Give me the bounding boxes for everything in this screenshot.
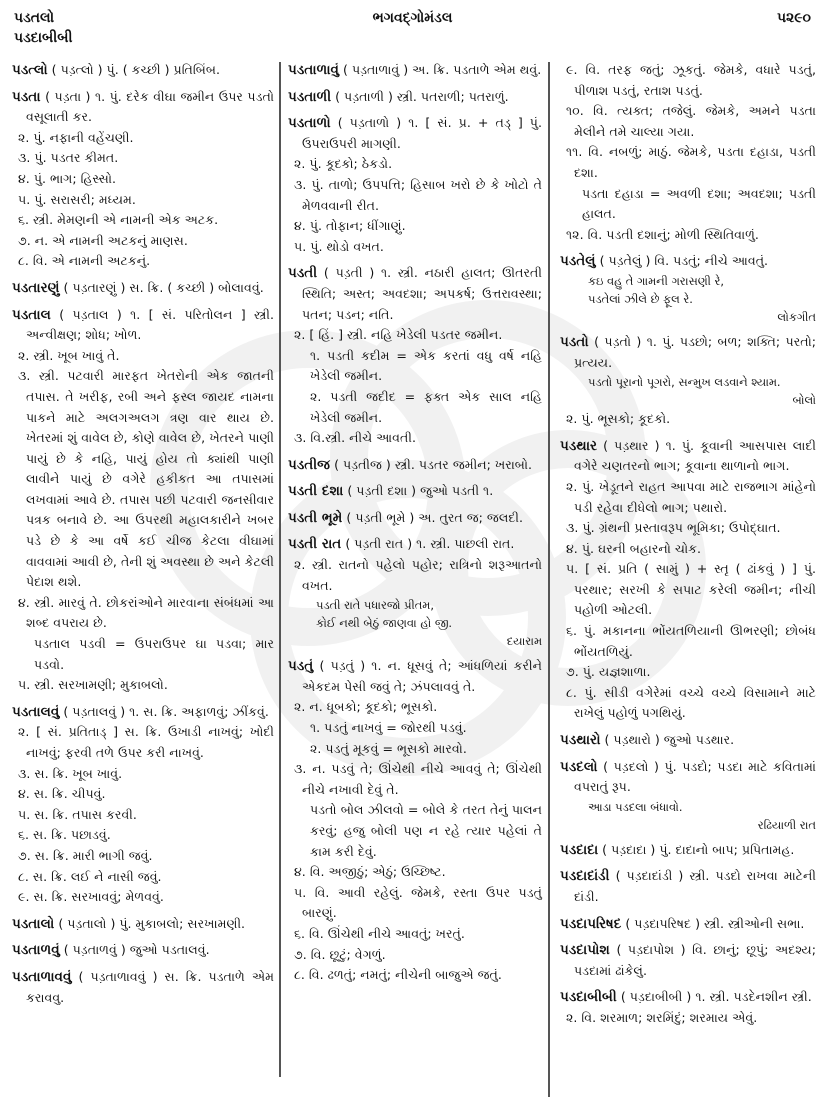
dictionary-entry	[560, 730, 816, 751]
quotation	[560, 373, 816, 409]
entry-definition: ( પડ઼તાલવું ) ૧. સ. ક્રિ. અફાળવું; ઝીંકવું.	[63, 703, 269, 719]
sense-definition: ૮. પું. સીડી વગેરેમાં વચ્ચે વચ્ચે વિસામાને માટે રાખેલું પહોળું પગથિયું.	[566, 684, 816, 721]
sense-definition: ૨. પું. નફાની વહેંચણી.	[18, 129, 134, 145]
sense-definition: ૨. પું. ખેડૂતને રાહત આપવા માટે રાજભાગ માંહેનો પડી રહેવા દીધેલો ભાગ; પથારો.	[566, 478, 816, 515]
quote-source: બોલો	[792, 393, 816, 408]
quote-line: કઇ વહુ તે ગામની ગરાસણી રે,	[588, 273, 725, 288]
dictionary-entry	[12, 60, 274, 81]
dictionary-entry	[12, 967, 274, 1008]
sense-definition: ૪. પું. ઘરની બહારનો ચોક.	[566, 540, 702, 556]
dictionary-entry	[560, 757, 816, 798]
headword: પડતાળાવું	[288, 62, 340, 78]
sense-definition: ૪. પું. તોફાન; ધીંગાણું.	[294, 218, 406, 234]
sense-definition: ૩. પું. તાળો; ઉપપત્તિ; હિસાબ ખરો છે કે ખોટો તે મેળવવાની રીત.	[294, 176, 542, 213]
sense-definition: ૩. પું. ગ્રંથની પ્રસ્તાવરૂપ ભૂમિકા; ઉપોદ્ઘાત.	[566, 520, 781, 536]
headword: પડદાદાંડી	[560, 868, 610, 885]
dictionary-entry	[12, 305, 274, 346]
sense-definition: ૭. પું. યજ્ઞશાળા.	[566, 664, 651, 680]
sense-definition: ૫. સ્ત્રી. સરખામણી; મુકાબલો.	[18, 677, 168, 693]
headword: પડતાળી	[288, 88, 332, 105]
column-divider	[279, 62, 281, 1077]
book-title: ભગવદ્ગોમંડલ	[372, 10, 453, 26]
sense-definition: ૪. સ્ત્રી. મારવું તે. છોકરાંઓને મારવાના સંબંધમાં આ શબ્દ વપરાય છે.	[18, 594, 274, 631]
quote-source: લોકગીત	[777, 309, 816, 324]
headword: પડદાબીબી	[560, 989, 617, 1006]
entry-definition: ( પડ઼તાલ ) ૧. [ સં. પરિતોલન ] સ્ત્રી. અન્વીક્ષણ; શોધ; ખોળ.	[26, 306, 274, 343]
headword: પડતી ભૂમે	[288, 509, 343, 526]
dictionary-entry	[288, 508, 542, 529]
headword: પડતાળો	[288, 115, 331, 132]
sense-definition: ૩. વિ.સ્ત્રી. નીચે આવતી.	[294, 430, 416, 446]
entry-definition: ( પડ઼તાળવું ) જુઓ પડતાલવું.	[63, 942, 210, 958]
entry-definition: ( પડ઼દલો ) પું. પડદો; પડદા માટે કવિતામાં વપરાતું રૂપ.	[574, 758, 816, 795]
entry-definition: ( પડ઼દાદાંડી ) સ્ત્રી. પડદો રાખવા માટેની દાંડી.	[574, 868, 816, 904]
headword: પડતો	[560, 333, 589, 350]
entry-definition: ( પડ઼તાલો ) પું. મુકાબલો; સરખામણી.	[58, 915, 246, 931]
sense-definition: ૧૧. વિ. નબળું; માઠું. જેમકે, પડતા દહાડા, પડતી દશા.	[566, 144, 816, 180]
entry-definition: ( પડ઼તેલું ) વિ. પડતું; નીચે આવતું.	[599, 253, 769, 269]
sense-definition: ૨. ન. ધૂબકો; કૂદકો; ભૂસકો.	[294, 699, 438, 715]
quote-line: પડતો પૂરાનો પૂગરો, સન્મુખ લડવાને શ્યામ.	[588, 375, 781, 390]
column-divider	[548, 62, 550, 1097]
sense-definition: ૮. સ. ક્રિ. લઈ ને નાસી જવું.	[18, 868, 162, 884]
dictionary-entry	[12, 940, 274, 961]
headword: પડતાળવું	[12, 942, 60, 959]
sense-definition: ૧૦. વિ. ત્યક્ત; તજેલું. જેમકે, અમને પડતા મેલીને તમે ચાલ્યા ગયા.	[566, 103, 816, 139]
dictionary-entry	[560, 436, 816, 477]
sense-definition: ૩. ન. પડવું તે; ઊંચેથી નીચે આવવું તે; ઊંચેથી નીચે નખાવી દેવું તે.	[294, 761, 542, 797]
sense-definition: ૨. પું. ભૂસકો; કૂદકો.	[566, 411, 671, 427]
entry-definition: ( પડ઼તો ) ૧. પું. પડછો; બળ; શક્તિ; પરતો; પ્રત્યય.	[574, 333, 816, 370]
headword: પડદાદા	[560, 841, 599, 858]
headword: પડથારો	[560, 732, 601, 749]
sense-definition: ૬. સ. ક્રિ. પછાડવું.	[18, 827, 111, 843]
entry-definition: ( પડ઼તું ) ૧. ન. ધૂસવું તે; આંધળિયાં કરીને એકદમ પેસી જવું તે; ઝંપલાવવું તે.	[302, 658, 542, 694]
sense-definition: ૨. [ હિં. ] સ્ત્રી. નહિ ખેડેલી પડતર જમીન.	[294, 327, 503, 343]
entry-definition: ( પડ઼થાર ) ૧. પું. કૂવાની આસપાસ લાદી વગેરે ચણતરનો ભાગ; કૂવાના થાળાનો ભાગ.	[574, 437, 816, 474]
sense-definition: ૫. [ સં. પ્રતિ ( સામું ) + સ્તૃ ( ઢાંકવું ) ] પું. પરથાર; સરખી કે સપાટ કરેલી જમીન; નીચી પહોળી ઓટલી.	[566, 561, 816, 618]
entry-definition: ( પડ઼તારણું ) સ. ક્રિ. ( કચ્છી ) બોલાવવું.	[63, 279, 264, 295]
idiom-example: ૨. પડતી જદીદ = ફક્ત એક સાલ નહિ ખેડેલી જમીન.	[310, 388, 542, 425]
entry-definition: ( પડ઼થારો ) જુઓ પડથાર.	[604, 732, 735, 748]
dictionary-entry	[288, 87, 542, 108]
headword: પડતાલો	[12, 915, 55, 932]
dictionary-entry	[560, 332, 816, 373]
page-number: પ૨૯૦	[776, 10, 811, 26]
entry-definition: ( પડ઼તાળો ) ૧. [ સં. પ્ર. + તડ્ ] પું. ઉપરાઉપરી માગણી.	[302, 115, 542, 151]
headword: પડતું	[288, 658, 314, 675]
dictionary-entry	[12, 278, 274, 299]
quotation	[560, 798, 816, 834]
sense-definition: ૨. [ સં. પ્રતિતાડ્ ] સ. ક્રિ. ઉખાડી નાખવું; ખોદી નાખવું; ફરવી તળે ઉપર કરી નાખવું.	[18, 724, 274, 760]
headword: પડત્લો	[12, 62, 48, 78]
sense-definition: ૮. વિ. ઢળતું; નમતું; નીચેની બાજુએ જતું.	[294, 967, 502, 983]
headword: પડતાળાવવું	[12, 968, 72, 985]
column-2	[288, 60, 542, 986]
headword: પડતી રાત	[288, 536, 342, 553]
quotation	[288, 596, 542, 650]
sense-definition: ૩. સ. ક્રિ. ખૂબ ખાવું.	[18, 765, 123, 781]
dictionary-entry	[560, 251, 816, 272]
entry-definition: ( પડ઼તી ) ૧. સ્ત્રી. નઠારી હાલત; ઊતરતી સ્થિતિ; અસ્ત; અવદશા; અપકર્ષ; ઉત્તરાવસ્થા; પતન; પડન; નતિ.	[302, 265, 542, 322]
dictionary-entry	[12, 914, 274, 935]
sense-definition: ૭. સ. ક્રિ. મારી ભાગી જવું.	[18, 847, 153, 863]
dictionary-entry	[288, 481, 542, 502]
quotation	[560, 272, 816, 326]
dictionary-entry	[288, 60, 542, 81]
quote-source: દયારામ	[506, 634, 542, 649]
headword: પડતી	[288, 265, 318, 282]
sense-definition: ૨. સ્ત્રી. ખૂબ ખાવું તે.	[18, 347, 120, 363]
entry-definition: ( પડ઼દાદા ) પું. દાદાનો બાપ; પ્રપિતામહ.	[602, 841, 795, 857]
headword: પડતાલ	[12, 306, 51, 323]
dictionary-entry	[288, 534, 542, 555]
entry-definition: ( પડ઼દાપરિષદ ) સ્ત્રી. સ્ત્રીઓની સભા.	[625, 915, 805, 931]
sense-definition: ૪. વિ. અજીઠું; એઠું; ઉચ્છિષ્ટ.	[294, 864, 446, 880]
column-1	[12, 60, 274, 1008]
guide-word-last: પડદાબીબી	[14, 30, 73, 46]
sense-definition: ૫. સ. ક્રિ. તપાસ કરવી.	[18, 806, 137, 822]
sense-definition: ૪. સ. ક્રિ. ચીપવું.	[18, 786, 106, 802]
dictionary-entry	[288, 263, 542, 325]
dictionary-entry	[560, 940, 816, 981]
sense-definition: ૫. વિ. આવી રહેલું. જેમકે, રસ્તા ઉપર પડતું બારણું.	[294, 884, 542, 921]
idiom-example: પડતા દહાડા = અવળી દશા; અવદશા; પડતી હાલત.	[582, 185, 816, 222]
headword: પડતારણું	[12, 279, 60, 296]
headword: પડતેલું	[560, 253, 596, 270]
idiom-example: ૨. પડતું મૂકવું = ભૂસકો મારવો.	[310, 740, 467, 756]
dictionary-entry	[12, 87, 274, 128]
entry-definition: ( પડ઼તાળાવવું ) સ. ક્રિ. પડતાળે એમ કરાવવુ.	[26, 968, 274, 1005]
sense-definition: ૫. પું. સરાસરી; મધ્યમ.	[18, 191, 136, 207]
sense-definition: ૪. પું. ભાગ; હિસ્સો.	[18, 170, 116, 186]
quote-line: કોઈ નથી બેઠું જાણવા હો જી.	[316, 616, 453, 631]
sense-definition: ૬. વિ. ઊંચેથી નીચે આવતું; ખરતું.	[294, 925, 465, 941]
entry-definition: ( પડ઼દાબીબી ) ૧. સ્ત્રી. પડદેનશીન સ્ત્રી.	[620, 989, 812, 1005]
quote-source: રઢિયાળી રાત	[757, 817, 816, 832]
sense-definition: ૨. વિ. શરમાળ; શરમિંદું; શરમાય એવું.	[566, 1009, 758, 1025]
entry-definition: ( પડ઼ત્લો ) પું. ( કચ્છી ) પ્રતિબિંબ.	[51, 62, 220, 77]
quote-line: આડા પડદલા બંધાવો.	[588, 799, 683, 814]
entry-definition: ( પડ઼તી રાત ) ૧. સ્ત્રી. પાછલી રાત.	[345, 536, 515, 552]
headword: પડતાલવું	[12, 703, 60, 720]
column-3	[560, 60, 816, 1029]
dictionary-entry	[12, 702, 274, 723]
entry-definition: ( પડ઼તી દશા ) જુઓ પડતી ૧.	[347, 483, 494, 499]
sense-definition: ૫. પું. થોડો વખત.	[294, 238, 384, 254]
sense-definition: ૬. પું. મકાનના ભોંયતળિયાની ઊભરણી; છોબંધ ભોંયતળિયું.	[566, 623, 816, 659]
dictionary-entry	[288, 113, 542, 154]
quote-line: પડતેલાં ઝીલે છે ફૂલ રે.	[588, 291, 693, 306]
page-header	[14, 10, 811, 54]
headword: પડદલો	[560, 758, 598, 775]
dictionary-entry	[560, 987, 816, 1008]
dictionary-entry	[560, 866, 816, 907]
headword: પડદાપોશ	[560, 942, 610, 959]
dictionary-entry	[560, 914, 816, 935]
headword: પડદાપરિષદ	[560, 915, 622, 932]
guide-word-first: પડતલો	[14, 10, 55, 26]
dictionary-entry	[288, 656, 542, 697]
headword: પડતી દશા	[288, 483, 344, 500]
sense-definition: ૨. સ્ત્રી. રાતનો પહેલો પહોર; રાત્રિનો શરૂઆતનો વખત.	[294, 557, 542, 593]
sense-definition: ૩. પું. પડતર કીમત.	[18, 150, 119, 166]
sense-definition: ૧૨. વિ. પડતી દશાનું; મોળી સ્થિતિવાળું.	[566, 226, 759, 242]
entry-definition: ( પડ઼તાળાવું ) અ. ક્રિ. પડતાળે એમ થવું.	[343, 62, 542, 77]
entry-definition: ( પડ઼તીજ ) સ્ત્રી. પડતર જમીન; ખરાબો.	[334, 456, 533, 472]
sense-definition: ૯. વિ. તરફ જતું; ઝૂકતું. જેમકે, વધારે પડતું, પીળાશ પડતું, રતાશ પડતું.	[566, 62, 816, 98]
sense-definition: ૩. સ્ત્રી. પટવારી મારફત ખેતરોની એક જાતની તપાસ. તે ખરીફ, રબી અને ફસ્લ જાયદ નામના પાકને માટે અલગઅલગ ત્રણ વાર થાય છે. ખેતરમાં શું વાવેલ છે, કોણે વાવેલ છે, ખેતરને પાણી પાયું છે કે નહિ, પાયું હોય તો ક્યાંથી પાણી લાવીને પાયું છે વગેરે હકીકત આ તપાસમાં લખવામાં આવે છે. તપાસ પછી પટવારી જનસીવાર પત્રક બનાવે છે. આ ઉપરથી મહાલકારીને ખબર પડે છે કે આ વર્ષે કઈ ચીજ કેટલા વીઘામાં વાવવામાં આવી છે, તેની શું અવસ્થા છે અને કેટલી પેદાશ થશે.	[18, 368, 274, 590]
dictionary-entry	[288, 455, 542, 476]
sense-definition: ૬. સ્ત્રી. મેમણની એ નામની એક અટક.	[18, 212, 219, 228]
sense-definition: ૯. સ. ક્રિ. સરખાવવું; મેળવવું.	[18, 889, 164, 905]
idiom-example: ૧. પડતું નાખવું = જોરથી પડવું.	[310, 720, 467, 736]
idiom-example: પડતાલ પડવી = ઉપરાઉપર ઘા પડવા; માર પડવો.	[34, 636, 274, 672]
idiom-example: પડતો બોલ ઝીલવો = બોલે કે તરત તેનું પાલન કરવું; હજુ બોલી પણ ન રહે ત્યાર પહેલાં તે કામ કરી દેવું.	[310, 802, 542, 859]
sense-definition: ૭. ન. એ નામની અટકનું માણસ.	[18, 232, 188, 248]
entry-definition: ( પડ઼તી ભૂમે ) અ. તુરત જ; જલદી.	[346, 509, 523, 525]
headword: પડતીજ	[288, 456, 331, 473]
quote-line: પડતી રાતે પધારજો પ્રીતમ,	[316, 598, 434, 613]
headword: પડતા	[12, 88, 41, 105]
sense-definition: ૨. પું. કૂદકો; ઠેકડો.	[294, 156, 393, 172]
sense-definition: ૭. વિ. છૂટું; વેગળું.	[294, 946, 386, 962]
dictionary-entry	[560, 840, 816, 861]
headword: પડથાર	[560, 437, 598, 454]
idiom-example: ૧. પડતી કદીમ = એક કરતાં વધુ વર્ષ નહિ ખેડેલી જમીન.	[310, 347, 542, 384]
entry-definition: ( પડ઼દાપોશ ) વિ. છાનું; છૂપું; અદશ્ય; પડદામાં ઢાંકેલું.	[574, 942, 816, 978]
sense-definition: ૮. વિ. એ નામની અટકનું.	[18, 253, 151, 269]
entry-definition: ( પડ઼તાળી ) સ્ત્રી. પતરાળી; પતરાળું.	[335, 88, 509, 104]
entry-definition: ( પડ઼તા ) ૧. પું. દરેક વીઘા જમીન ઉપર પડતો વસૂલાતી કર.	[26, 88, 274, 125]
